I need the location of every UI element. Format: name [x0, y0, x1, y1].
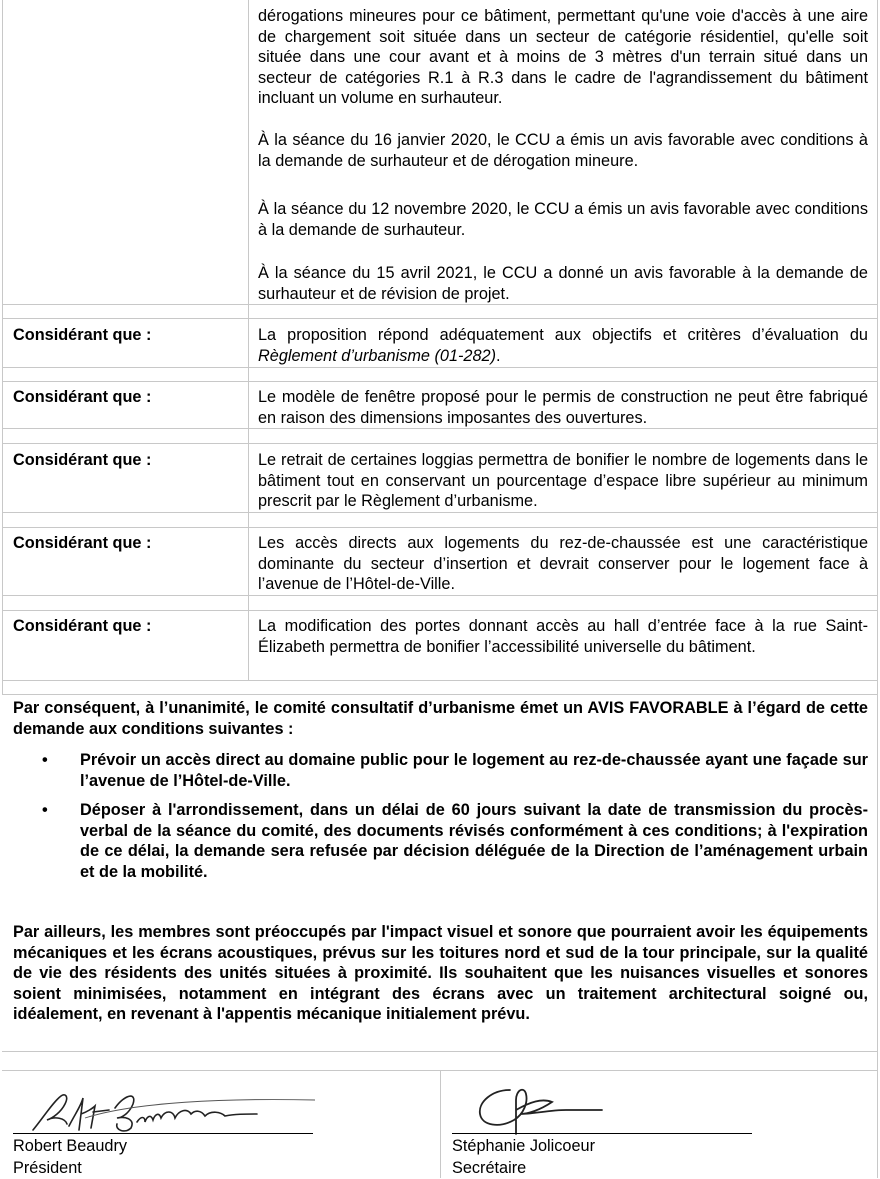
condition-item [42, 750, 868, 791]
conclusion-paragraph: Par conséquent, à l’unanimité, le comité consultatif d’urbanisme émet un AVIS FAVORABLE à l’égard de cette demande aux conditions suivantes : [13, 699, 868, 738]
consideration-label: Considérant que : [13, 617, 152, 635]
row-divider [2, 1051, 878, 1052]
row-divider [2, 680, 878, 681]
bullet-icon: • [42, 801, 48, 820]
concerns-paragraph: Par ailleurs, les membres sont préoccupés par l'impact visuel et sonore que pourraient avoir les équipements mécaniques et les écrans acoustiques, prévus sur les toitures nord et sud de la tour principale, sur la qualité de vie des résidents des unités situées à proximité. Ils souhaitent que les nuisances visuelles et sonores soient minimisées, notamment en intégrant des écrans avec un traitement architectural soigné ou, idéalement, en revenant à l'appentis mécanique initialement prévu. [13, 923, 868, 1024]
condition-text: Prévoir un accès direct au domaine public pour le logement au rez-de-chaussée ayant une façade sur l’avenue de l’Hôtel-de-Ville. [80, 751, 868, 790]
bullet-icon: • [42, 751, 48, 769]
signatory-title: Président [13, 1159, 82, 1177]
row-divider [2, 527, 878, 528]
intro-paragraph-derogations: dérogations mineures pour ce bâtiment, permettant qu'une voie d'accès à une aire de chargement soit située dans un secteur de catégorie résidentiel, qu'elle soit située dans une cour avant et à moins de 3 mètres d'un terrain situé dans un secteur de catégories R.1 à R.3 dans le cadre de l'agrandissement du bâtiment incluant un volume en surhauteur. [258, 7, 868, 108]
row-divider [2, 381, 878, 382]
row-divider [2, 512, 878, 513]
signature-robert-beaudry [25, 1088, 325, 1138]
consideration-text-part: La proposition répond adéquatement aux objectifs et critères d’évaluation du [258, 326, 868, 344]
condition-text: Déposer à l'arrondissement, dans un délai de 60 jours suivant la date de transmission du procès-verbal de la séance du comité, des documents révisés conformément à ces conditions; à l'expiration de ce délai, la demande sera refusée par décision déléguée de la Direction de l’aménagement urbain et de la mobilité. [80, 801, 868, 881]
signature-stephanie-jolicoeur [470, 1080, 690, 1140]
row-divider [2, 443, 878, 444]
consideration-label: Considérant que : [13, 451, 152, 469]
row-divider [2, 318, 878, 319]
conditions-list [42, 750, 868, 892]
consideration-label: Considérant que : [13, 326, 152, 344]
table-right-border [877, 0, 878, 1178]
consideration-text [258, 325, 868, 366]
signatory-name: Stéphanie Jolicoeur [452, 1137, 596, 1155]
intro-paragraph-apr-2021: À la séance du 15 avril 2021, le CCU a donné un avis favorable à la demande de surhauteur et de révision de projet. [258, 264, 868, 303]
consideration-label: Considérant que : [13, 388, 152, 406]
table-left-border [2, 0, 3, 695]
consideration-text: Le retrait de certaines loggias permettra de bonifier le nombre de logements dans le bâtiment tout en conservant un pourcentage d’espace libre supérieur au minimum prescrit par le Règlement d’urbanisme. [258, 451, 868, 511]
bylaw-reference: Règlement d’urbanisme (01-282) [258, 346, 497, 365]
row-divider [2, 367, 878, 368]
consideration-text-part: . [496, 346, 501, 365]
condition-item [42, 800, 868, 882]
signatory-name: Robert Beaudry [13, 1137, 128, 1155]
row-divider [2, 610, 878, 611]
consideration-text: Les accès directs aux logements du rez-de-chaussée est une caractéristique dominante du secteur d’insertion et devrait conserver pour le logement face à l’avenue de l’Hôtel-de-Ville. [258, 534, 868, 594]
consideration-text: La modification des portes donnant accès au hall d’entrée face à la rue Saint-Élizabeth permettra de bonifier l’accessibilité universelle du bâtiment. [258, 617, 868, 656]
consideration-text: Le modèle de fenêtre proposé pour le permis de construction ne peut être fabriqué en raison des dimensions imposantes des ouvertures. [258, 388, 868, 427]
signatory-title: Secrétaire [452, 1159, 527, 1177]
intro-paragraph-jan-2020: À la séance du 16 janvier 2020, le CCU a émis un avis favorable avec conditions à la demande de surhauteur et de dérogation mineure. [258, 131, 868, 170]
signature-line [13, 1133, 313, 1134]
intro-paragraph-nov-2020: À la séance du 12 novembre 2020, le CCU a émis un avis favorable avec conditions à la demande de surhauteur. [258, 200, 868, 239]
signature-divider [440, 1070, 441, 1178]
consideration-label: Considérant que : [13, 534, 152, 552]
row-divider [2, 694, 878, 695]
signature-line [452, 1133, 752, 1134]
column-divider [248, 0, 249, 680]
row-divider [2, 595, 878, 596]
